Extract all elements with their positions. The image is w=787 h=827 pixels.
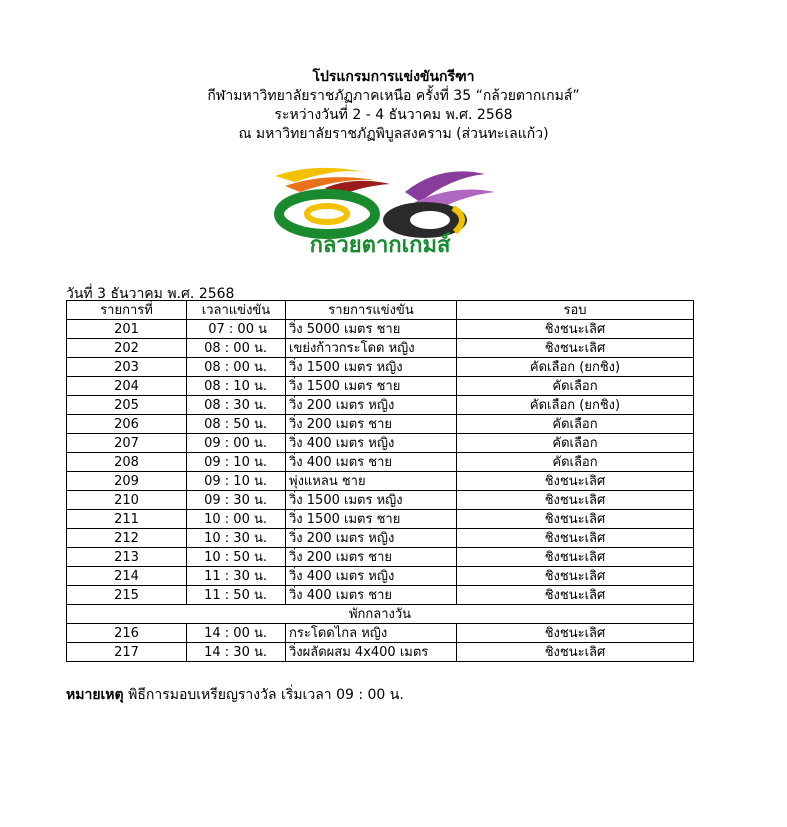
table-row (67, 643, 694, 662)
cell-round: ชิงชนะเลิศ (457, 624, 694, 643)
cell-item-no: 204 (67, 377, 187, 396)
schedule-table (66, 300, 694, 662)
footnote-label: หมายเหตุ (66, 687, 124, 703)
footnote-text: พิธีการมอบเหรียญรางวัล เริ่มเวลา 09 : 00 น. (128, 687, 404, 703)
cell-item-no: 210 (67, 491, 187, 510)
cell-round: คัดเลือก (457, 415, 694, 434)
cell-event: วิ่ง 200 เมตร ชาย (286, 548, 457, 567)
cell-time: 14 : 00 น. (187, 624, 286, 643)
cell-round: ชิงชนะเลิศ (457, 529, 694, 548)
cell-round: ชิงชนะเลิศ (457, 472, 694, 491)
cell-event: วิ่ง 1500 เมตร หญิง (286, 358, 457, 377)
cell-item-no: 203 (67, 358, 187, 377)
schedule-date: วันที่ 3 ธันวาคม พ.ศ. 2568 (66, 286, 235, 302)
cell-round: ชิงชนะเลิศ (457, 491, 694, 510)
table-row (67, 586, 694, 605)
event-dates: ระหว่างวันที่ 2 - 4 ธันวาคม พ.ศ. 2568 (274, 107, 513, 123)
table-row (67, 415, 694, 434)
cell-round: ชิงชนะเลิศ (457, 320, 694, 339)
cell-event: วิ่ง 400 เมตร หญิง (286, 434, 457, 453)
table-row (67, 320, 694, 339)
cell-time: 07 : 00 น (187, 320, 286, 339)
cell-event: วิ่ง 400 เมตร ชาย (286, 453, 457, 472)
table-row (67, 472, 694, 491)
table-row (67, 453, 694, 472)
cell-time: 10 : 30 น. (187, 529, 286, 548)
cell-item-no: 217 (67, 643, 187, 662)
table-row (67, 567, 694, 586)
cell-round: ชิงชนะเลิศ (457, 586, 694, 605)
games-logo (255, 158, 505, 258)
cell-time: 09 : 10 น. (187, 472, 286, 491)
cell-item-no: 212 (67, 529, 187, 548)
footnote (66, 684, 404, 706)
cell-round: คัดเลือก (457, 377, 694, 396)
cell-event: วิ่ง 1500 เมตร หญิง (286, 491, 457, 510)
cell-time: 09 : 00 น. (187, 434, 286, 453)
cell-time: 08 : 00 น. (187, 339, 286, 358)
event-venue: ณ มหาวิทยาลัยราชภัฏพิบูลสงคราม (ส่วนทะเลแก้ว) (238, 126, 549, 142)
cell-round: ชิงชนะเลิศ (457, 548, 694, 567)
header-time: เวลาแข่งขัน (187, 301, 286, 320)
logo-wordmark: กล้วยตากเกมส์ (309, 233, 451, 258)
cell-time: 11 : 50 น. (187, 586, 286, 605)
cell-item-no: 208 (67, 453, 187, 472)
header-event: รายการแข่งขัน (286, 301, 457, 320)
table-row (67, 529, 694, 548)
cell-event: วิ่ง 1500 เมตร ชาย (286, 377, 457, 396)
cell-time: 08 : 00 น. (187, 358, 286, 377)
cell-item-no: 213 (67, 548, 187, 567)
cell-event: กระโดดไกล หญิง (286, 624, 457, 643)
cell-item-no: 214 (67, 567, 187, 586)
cell-item-no: 202 (67, 339, 187, 358)
cell-round: ชิงชนะเลิศ (457, 643, 694, 662)
cell-item-no: 201 (67, 320, 187, 339)
cell-event: วิ่ง 1500 เมตร ชาย (286, 510, 457, 529)
cell-item-no: 215 (67, 586, 187, 605)
cell-event: วิ่ง 400 เมตร หญิง (286, 567, 457, 586)
cell-round: คัดเลือก (457, 453, 694, 472)
table-row (67, 377, 694, 396)
cell-time: 08 : 50 น. (187, 415, 286, 434)
cell-event: วิ่ง 200 เมตร หญิง (286, 529, 457, 548)
cell-item-no: 205 (67, 396, 187, 415)
document-header (0, 68, 787, 144)
cell-item-no: 211 (67, 510, 187, 529)
lunch-break-row (67, 605, 694, 624)
cell-item-no: 209 (67, 472, 187, 491)
cell-time: 10 : 00 น. (187, 510, 286, 529)
cell-time: 08 : 30 น. (187, 396, 286, 415)
header-round: รอบ (457, 301, 694, 320)
table-row (67, 358, 694, 377)
cell-round: คัดเลือก (ยกชิง) (457, 358, 694, 377)
cell-time: 09 : 30 น. (187, 491, 286, 510)
cell-event: เขย่งก้าวกระโดด หญิง (286, 339, 457, 358)
cell-time: 11 : 30 น. (187, 567, 286, 586)
cell-time: 09 : 10 น. (187, 453, 286, 472)
cell-item-no: 206 (67, 415, 187, 434)
table-row (67, 491, 694, 510)
table-row (67, 434, 694, 453)
cell-event: พุ่งแหลน ชาย (286, 472, 457, 491)
cell-round: คัดเลือก (ยกชิง) (457, 396, 694, 415)
cell-item-no: 216 (67, 624, 187, 643)
cell-round: ชิงชนะเลิศ (457, 339, 694, 358)
table-row (67, 396, 694, 415)
cell-round: ชิงชนะเลิศ (457, 510, 694, 529)
table-row (67, 624, 694, 643)
table-row (67, 548, 694, 567)
table-row (67, 510, 694, 529)
cell-event: วิ่งผลัดผสม 4x400 เมตร (286, 643, 457, 662)
table-row (67, 339, 694, 358)
cell-time: 08 : 10 น. (187, 377, 286, 396)
lunch-break-label: พักกลางวัน (67, 605, 694, 624)
cell-time: 10 : 50 น. (187, 548, 286, 567)
table-header-row (67, 301, 694, 320)
cell-event: วิ่ง 200 เมตร ชาย (286, 415, 457, 434)
cell-time: 14 : 30 น. (187, 643, 286, 662)
cell-event: วิ่ง 5000 เมตร ชาย (286, 320, 457, 339)
cell-round: คัดเลือก (457, 434, 694, 453)
cell-item-no: 207 (67, 434, 187, 453)
event-name: กีฬามหาวิทยาลัยราชภัฏภาคเหนือ ครั้งที่ 35 “กล้วยตากเกมส์” (207, 88, 580, 104)
cell-event: วิ่ง 200 เมตร หญิง (286, 396, 457, 415)
header-item-no: รายการที่ (67, 301, 187, 320)
document-title: โปรแกรมการแข่งขันกรีฑา (312, 69, 475, 85)
cell-event: วิ่ง 400 เมตร ชาย (286, 586, 457, 605)
cell-round: ชิงชนะเลิศ (457, 567, 694, 586)
